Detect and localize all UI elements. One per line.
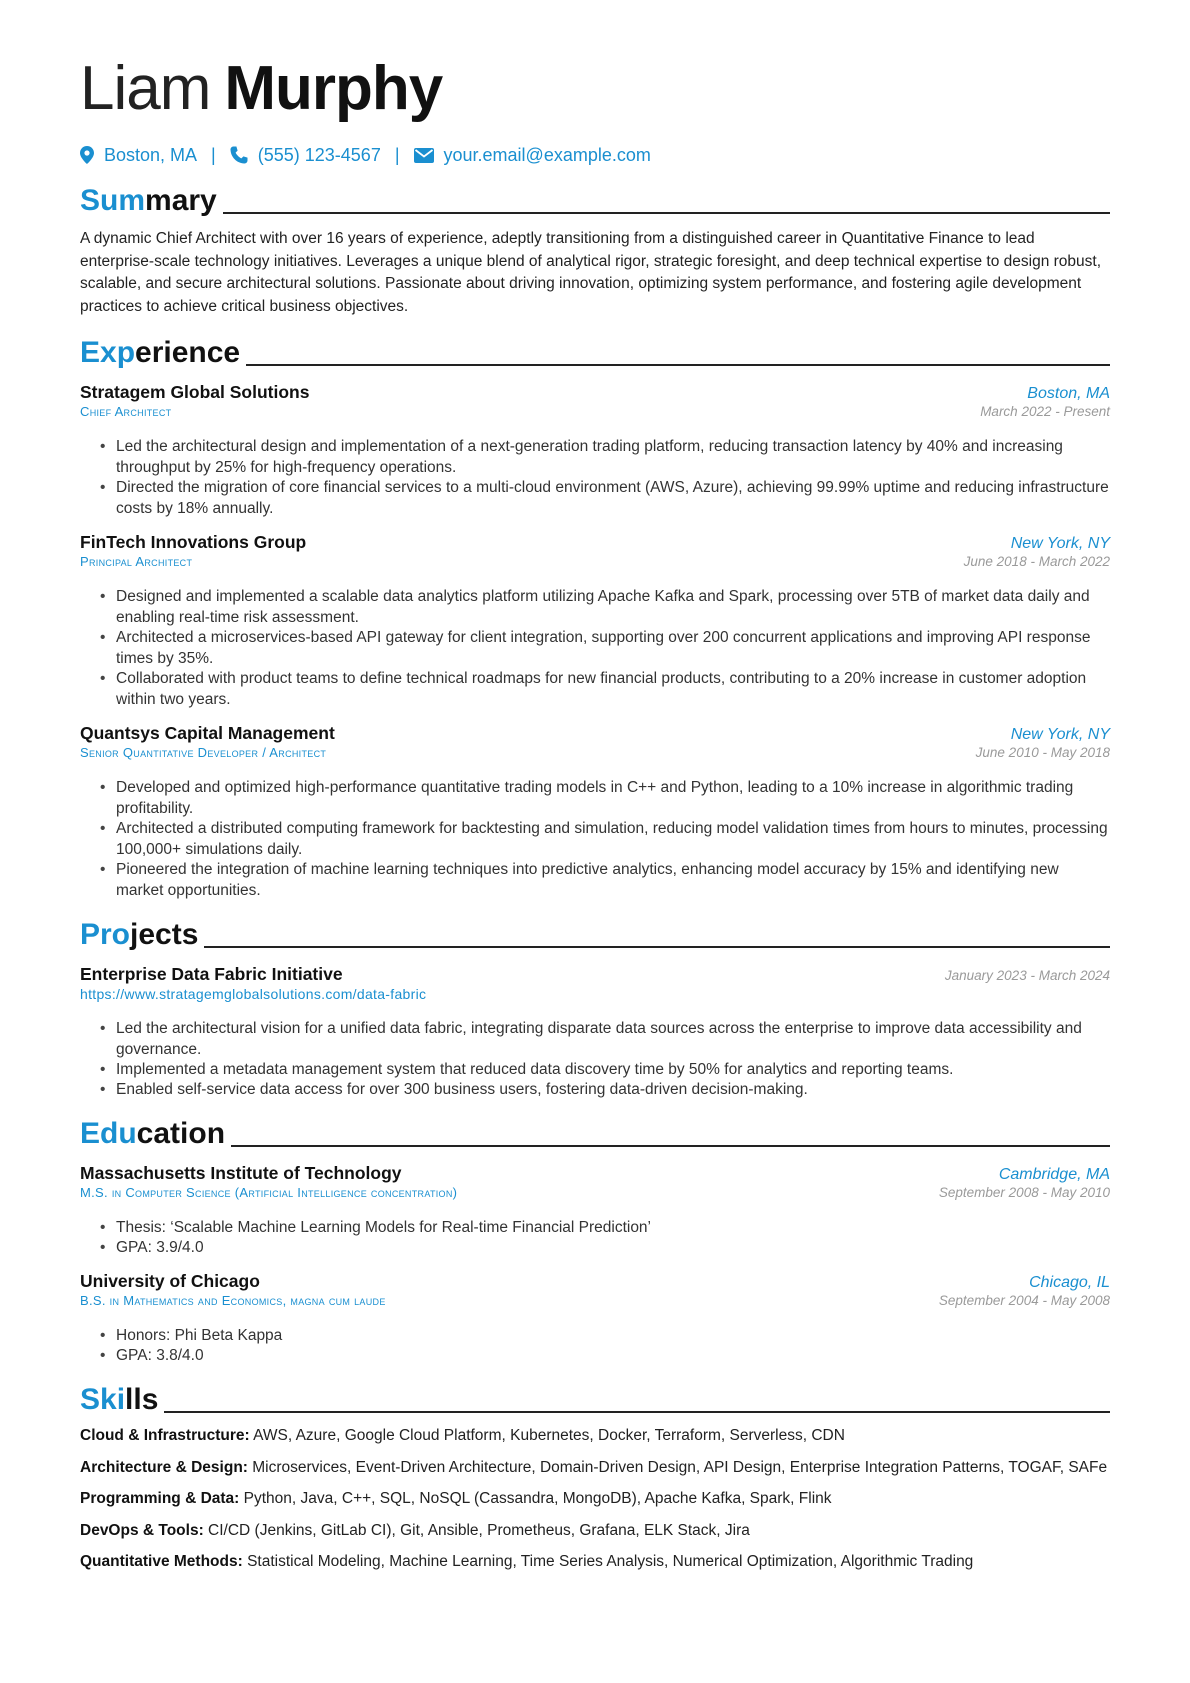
section-title [80,1385,158,1415]
section-title [80,1119,225,1149]
entry-location: Boston, MA [1027,385,1110,402]
section-rule [246,364,1110,366]
company-name: Stratagem Global Solutions [80,382,310,402]
section-title [80,920,198,950]
summary-text: A dynamic Chief Architect with over 16 years of experience, adeptly transitioning from a distinguished career in Quantitative Finance to lead enterprise-scale technology initiatives. Leverages a unique blend of analytical rigor, strategic foresight, and deep technical expertise to design robust, scalable, and secure architectural solutions. Passionate about driving innovation, optimizing system performance, and fostering agile development practices to achieve critical business objectives. [80,230,1102,315]
entry-location: Chicago, IL [1029,1274,1110,1291]
skill-row [80,1457,1110,1479]
section-title-rest: cation [136,1117,226,1150]
entry-dates: March 2022 - Present [980,404,1110,419]
job-title: Principal Architect [80,554,193,569]
project-name: Enterprise Data Fabric Initiative [80,964,343,984]
bullet-list [80,1018,1110,1100]
section-title-rest: mary [145,184,217,217]
map-pin-icon [80,146,94,164]
section-title-rest: jects [130,918,199,951]
school-name: Massachusetts Institute of Technology [80,1163,402,1183]
first-name: Liam [80,54,211,123]
education-entry [80,1163,1110,1258]
skill-value: Statistical Modeling, Machine Learning, Time Series Analysis, Numerical Optimization, Algorithmic Trading [247,1553,974,1570]
entry-dates: January 2023 - March 2024 [944,968,1110,983]
skill-label: Cloud & Infrastructure: [80,1427,250,1444]
section-rule [204,946,1110,948]
skills-list [80,1425,1110,1573]
envelope-icon [414,148,434,163]
skill-value: Microservices, Event-Driven Architecture, Domain-Driven Design, API Design, Enterprise Integration Patterns, TOGAF, SAFe [252,1458,1108,1476]
bullet-item: • Implemented a metadata management system that reduced data discovery time by 50% for analytics and reporting teams. [116,1059,1110,1080]
contact-phone[interactable] [230,145,381,166]
skill-value: AWS, Azure, Google Cloud Platform, Kubernetes, Docker, Terraform, Serverless, CDN [253,1427,845,1444]
bullet-item: • Led the architectural vision for a unified data fabric, integrating disparate data sources across the enterprise to improve data accessibility and governance. [116,1018,1110,1060]
section-title-highlight: Edu [80,1117,137,1150]
experience-entry [80,723,1110,901]
degree: B.S. in Mathematics and Economics, magna cum laude [80,1293,386,1308]
entry-location: Cambridge, MA [998,1166,1110,1183]
section-title-rest: erience [135,336,241,369]
company-name: Quantsys Capital Management [80,723,335,743]
contact-email[interactable] [414,145,651,166]
section-title-highlight: Exp [80,336,136,369]
entry-location: New York, NY [1010,726,1110,743]
skill-value: Python, Java, C++, SQL, NoSQL (Cassandra, MongoDB), Apache Kafka, Spark, Flink [243,1490,832,1507]
phone-icon [230,146,248,164]
location-text: Boston, MA [104,144,198,165]
section-title [80,338,240,368]
email-link: your.email@example.com [443,144,651,165]
section-title-highlight: Ski [80,1383,126,1416]
bullet-list [80,1325,1110,1366]
section-education-heading [80,1115,1110,1149]
skill-label: Architecture & Design: [80,1458,248,1476]
experience-entry [80,532,1110,710]
bullet-item: • Collaborated with product teams to define technical roadmaps for new financial products, contributing to a 20% increase in customer adoption within two years. [116,668,1110,710]
skill-label: Programming & Data: [80,1490,240,1507]
skill-label: Quantitative Methods: [80,1553,243,1570]
bullet-item: • Thesis: ‘Scalable Machine Learning Models for Real-time Financial Prediction’ [116,1217,1110,1238]
bullet-item: • Directed the migration of core financial services to a multi-cloud environment (AWS, Azure), achieving 99.99% uptime and reducing infrastructure costs by 18% annually. [116,477,1110,519]
section-rule [164,1411,1110,1413]
entry-dates: September 2004 - May 2008 [938,1293,1110,1308]
job-title: Senior Quantitative Developer / Architect [80,745,327,760]
phone-text: (555) 123-4567 [257,144,381,165]
section-title-rest: lls [125,1383,159,1416]
section-title-highlight: Sum [80,184,146,217]
bullet-item: • Honors: Phi Beta Kappa [116,1325,1110,1346]
candidate-name [80,0,1110,123]
skill-row [80,1425,1110,1447]
entry-location: New York, NY [1010,535,1110,552]
contact-separator: | [394,144,400,165]
bullet-item: • Designed and implemented a scalable data analytics platform utilizing Apache Kafka and Spark, processing over 5TB of market data daily and enabling real-time risk assessment. [116,586,1110,628]
bullet-list [80,586,1110,710]
contact-location [80,145,197,166]
section-title-highlight: Pro [80,918,131,951]
project-url-link[interactable]: https://www.stratagemglobalsolutions.com/data-fabric [80,986,427,1002]
education-entry [80,1271,1110,1366]
entry-dates: June 2010 - May 2018 [975,745,1110,760]
skill-row [80,1551,1110,1573]
degree: M.S. in Computer Science (Artificial Intelligence concentration) [80,1185,458,1200]
company-name: FinTech Innovations Group [80,532,307,552]
section-skills-heading [80,1381,1110,1415]
section-summary-heading [80,182,1110,216]
section-rule [223,212,1110,214]
bullet-item: • Architected a distributed computing framework for backtesting and simulation, reducing model validation times from hours to minutes, processing 100,000+ simulations daily. [116,818,1110,860]
experience-entry [80,382,1110,519]
contact-line [80,144,1110,166]
bullet-item: • Led the architectural design and implementation of a next-generation trading platform, reducing transaction latency by 40% and increasing throughput by 25% for high-frequency operations. [116,436,1110,478]
bullet-list [80,777,1110,901]
bullet-list [80,1217,1110,1258]
entry-dates: June 2018 - March 2022 [963,554,1110,569]
bullet-list [80,436,1110,519]
section-title [80,186,217,216]
school-name: University of Chicago [80,1271,260,1291]
bullet-item: • Pioneered the integration of machine learning techniques into predictive analytics, enhancing model accuracy by 15% and identifying new market opportunities. [116,859,1110,901]
skill-row [80,1488,1110,1510]
bullet-item: • GPA: 3.8/4.0 [116,1345,1110,1366]
skill-label: DevOps & Tools: [80,1521,204,1539]
contact-separator: | [211,144,216,165]
skill-row [80,1520,1110,1542]
section-projects-heading [80,916,1110,950]
section-experience-heading [80,334,1110,368]
last-name: Murphy [224,54,443,123]
bullet-item: • GPA: 3.9/4.0 [116,1237,1110,1258]
bullet-item: • Enabled self-service data access for over 300 business users, fostering data-driven decision-making. [116,1079,1110,1100]
bullet-item: • Architected a microservices-based API gateway for client integration, supporting over 200 concurrent applications and improving API response times by 35%. [116,627,1110,669]
section-rule [231,1145,1110,1147]
bullet-item: • Developed and optimized high-performance quantitative trading models in C++ and Python, leading to a 10% increase in algorithmic trading profitability. [116,777,1110,819]
skill-value: CI/CD (Jenkins, GitLab CI), Git, Ansible, Prometheus, Grafana, ELK Stack, Jira [208,1521,750,1539]
job-title: Chief Architect [80,404,172,419]
project-entry [80,964,1110,1100]
entry-dates: September 2008 - May 2010 [938,1185,1110,1200]
